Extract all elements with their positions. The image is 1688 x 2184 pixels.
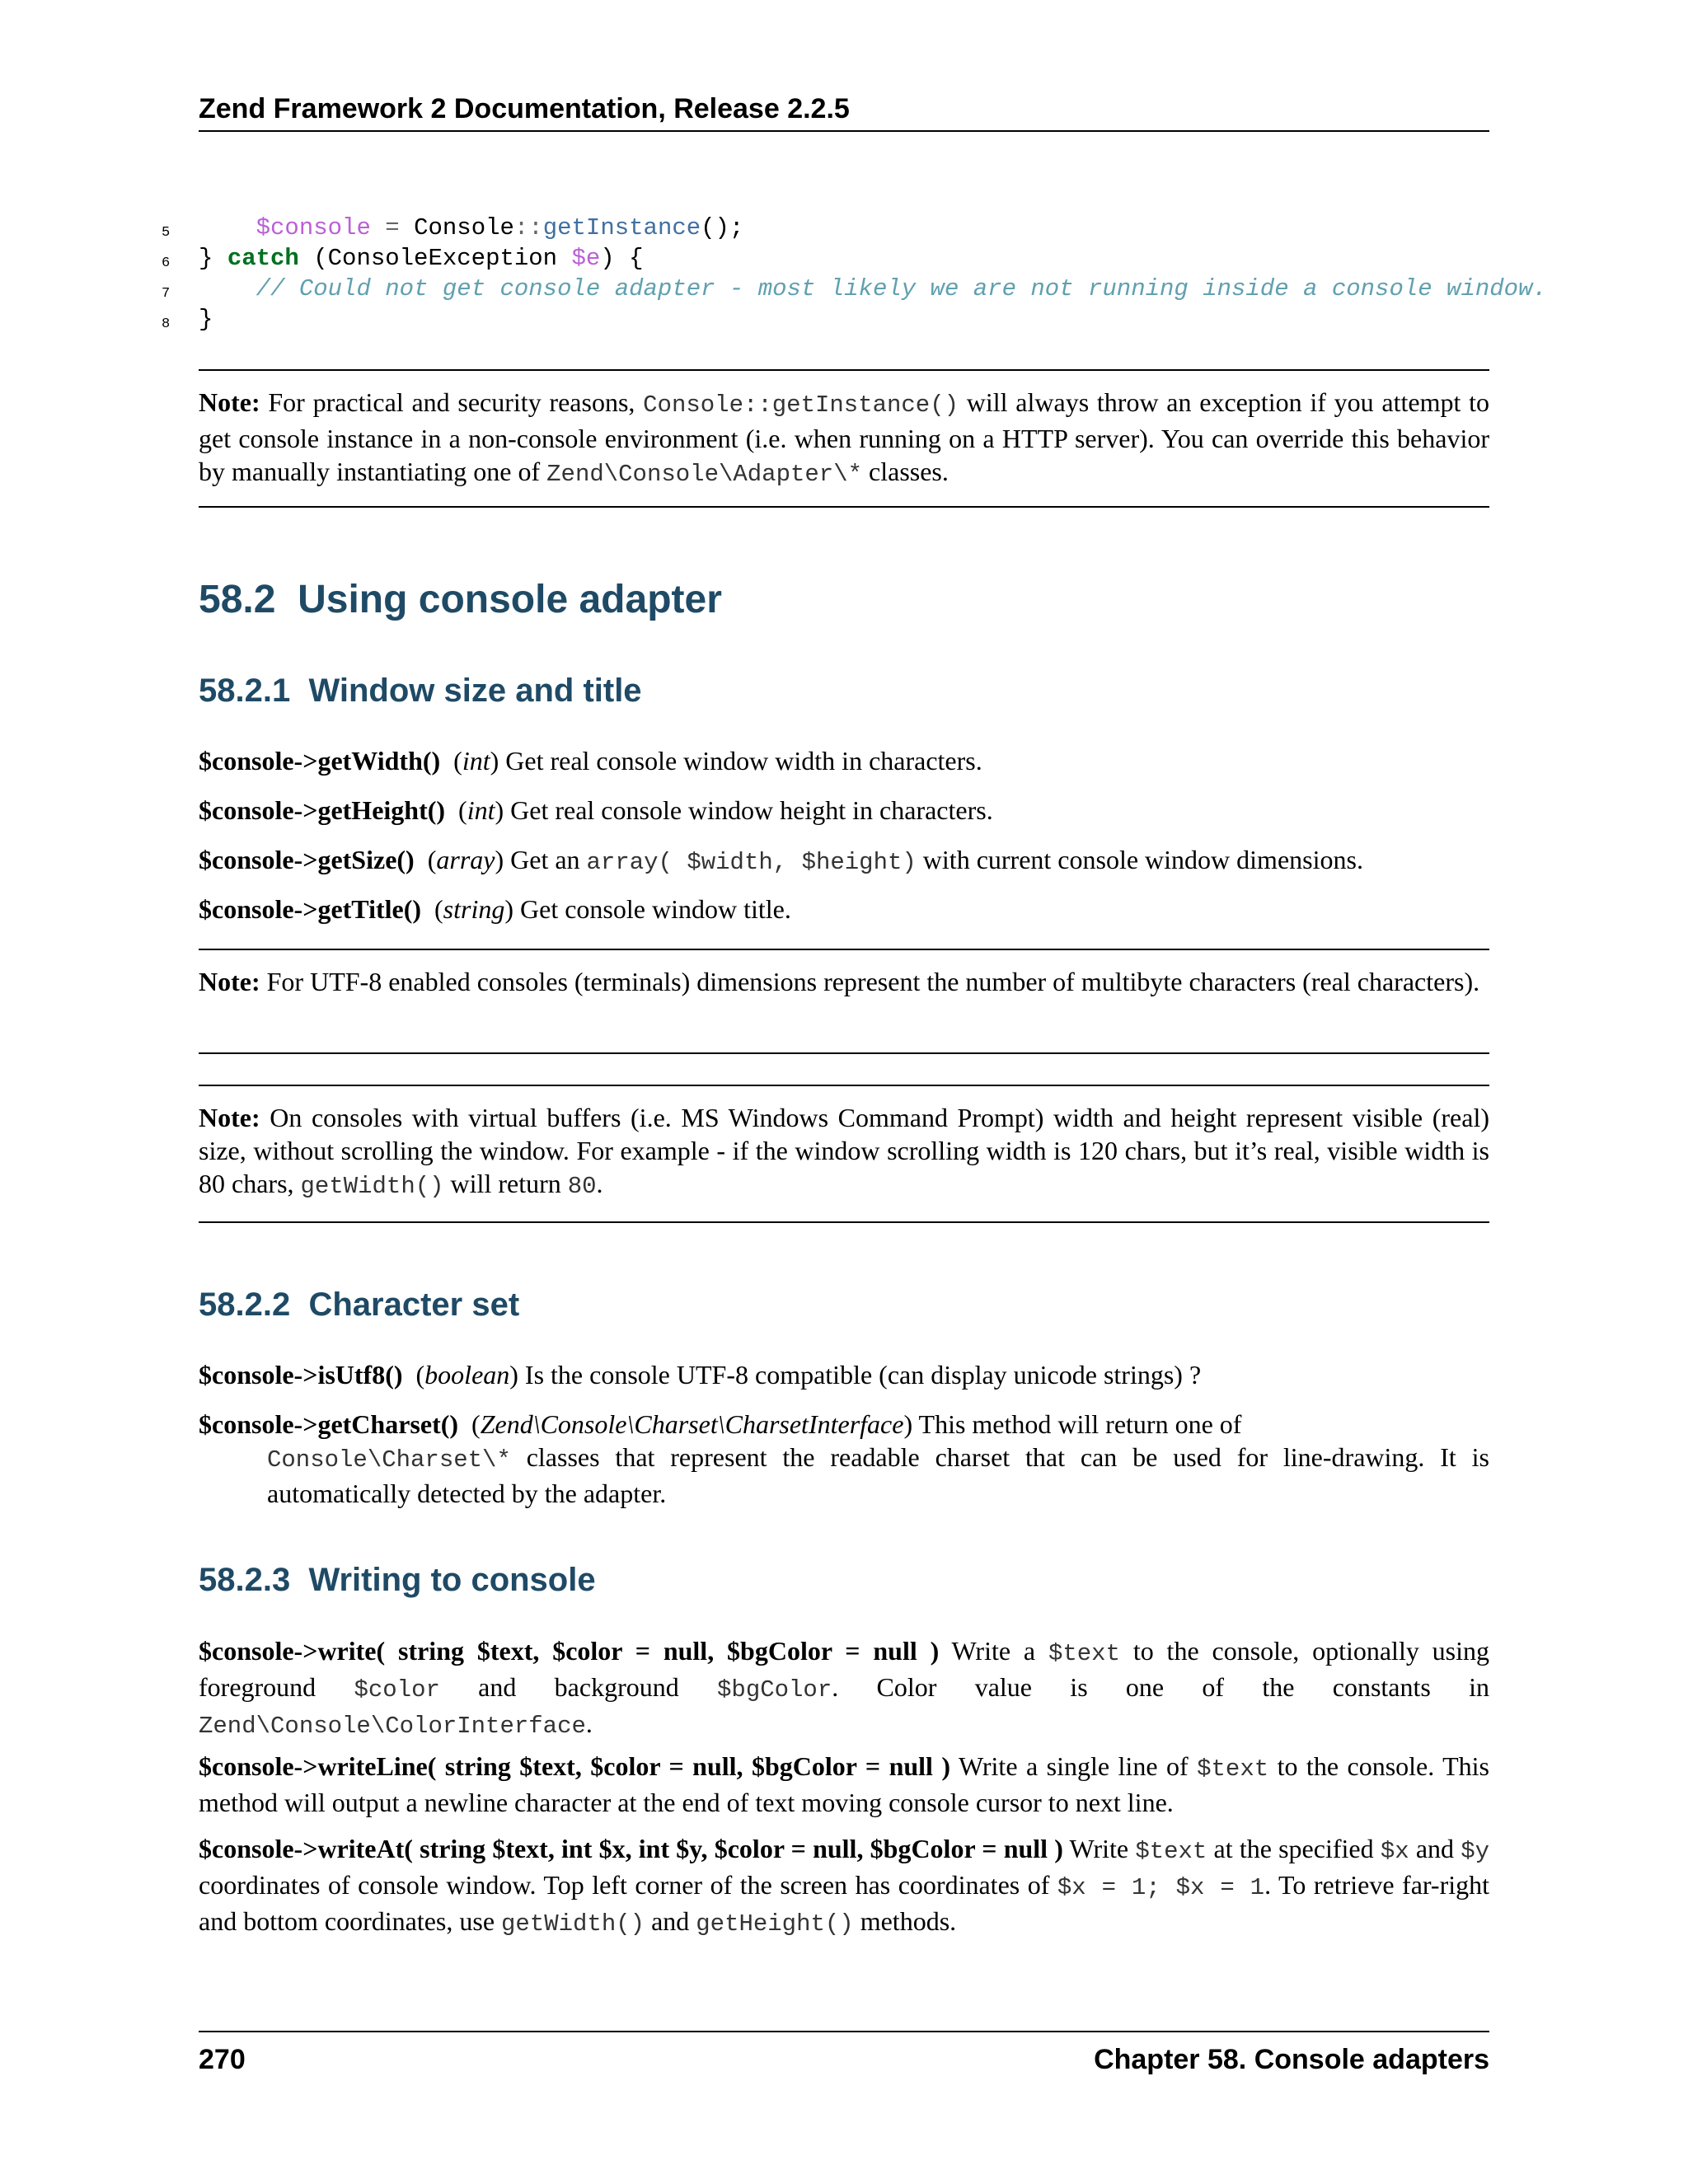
method-description: Is the console UTF-8 compatible (can display unicode strings) ?: [518, 1360, 1202, 1390]
code-line: [162, 243, 1596, 274]
inline-code: $y: [1461, 1838, 1490, 1865]
return-type: int: [467, 795, 495, 825]
inline-code: $color: [354, 1676, 440, 1704]
section-heading-58-2-3: [199, 1560, 596, 1600]
inline-code: Zend\Console\ColorInterface: [199, 1713, 586, 1740]
note-text: classes.: [862, 457, 949, 486]
section-title: Window size and title: [308, 673, 642, 709]
method-description: Get real console window width in characters.: [499, 746, 982, 776]
code-token: ) {: [600, 245, 644, 272]
code-text: [199, 304, 213, 335]
inline-code: $x: [1380, 1838, 1409, 1865]
method-write: [199, 1634, 1489, 1743]
inline-code: $text: [1048, 1640, 1120, 1667]
section-number: 58.2.2: [199, 1286, 291, 1323]
method-description: . Color value is one of the constants in: [832, 1672, 1490, 1702]
method-signature: $console->getWidth(): [199, 746, 441, 776]
method-description: with current console window dimensions.: [916, 845, 1363, 874]
note-text: For UTF-8 enabled consoles (terminals) dimensions represent the number of multibyte characters (real characters).: [260, 967, 1480, 996]
method-description: and: [645, 1906, 696, 1936]
method-description: at the specified: [1207, 1834, 1381, 1863]
inline-code: $x = 1; $x = 1: [1057, 1874, 1265, 1901]
code-block: [162, 213, 1596, 335]
inline-code: 80: [567, 1173, 597, 1200]
method-signature: $console->isUtf8(): [199, 1360, 403, 1390]
code-token: (ConsoleException: [298, 245, 572, 272]
method-description: Get real console window height in characters.: [504, 795, 993, 825]
code-token: // Could not get console adapter - most likely we are not running inside a console window.: [256, 275, 1547, 302]
inline-code: getHeight(): [696, 1910, 854, 1938]
inline-code: $text: [1135, 1838, 1207, 1865]
method-signature: $console->writeLine( string $text, $color = null, $bgColor = null ): [199, 1751, 951, 1781]
note-text: For practical and security reasons,: [260, 387, 644, 417]
code-token: $e: [571, 245, 601, 272]
method-getcharset: $console->getCharset() (Zend\Console\Charset\CharsetInterface) This method will return one of Console\Charset\* classes that represent the readable charset that can be used for line-drawing. It is automatically detected by the adapter.: [199, 1409, 1489, 1508]
method-description: to the console, optionally using foreground: [199, 1636, 1490, 1702]
method-writeline: [199, 1750, 1489, 1819]
code-token: =: [370, 214, 415, 241]
inline-code: Zend\Console\Adapter\*: [546, 461, 863, 488]
method-description-continued: [199, 1441, 1489, 1510]
method-description: Get an: [504, 845, 587, 874]
line-number: 6: [162, 255, 171, 271]
page-footer: [199, 2031, 1489, 2076]
method-description: . To retrieve far-right and bottom coordinates, use: [199, 1870, 1490, 1936]
section-number: 58.2: [199, 578, 276, 621]
method-signature: $console->write( string $text, $color = null, $bgColor = null ): [199, 1636, 940, 1666]
section-heading-58-2-2: [199, 1285, 519, 1324]
code-token: }: [199, 245, 227, 272]
inline-code: $bgColor: [717, 1676, 832, 1704]
page-number: 270: [199, 2044, 246, 2075]
code-line: [162, 274, 1596, 304]
method-description: and background: [439, 1672, 718, 1702]
return-type: boolean: [424, 1360, 510, 1390]
inline-code: array( $width, $height): [586, 849, 917, 876]
section-heading-58-2-1: [199, 671, 642, 710]
inline-code: Console::getInstance(): [643, 391, 959, 419]
return-type: int: [462, 746, 490, 776]
method-description: Get console window title.: [513, 894, 791, 924]
code-line: [162, 304, 1596, 335]
section-title: Character set: [308, 1286, 520, 1323]
method-description: .: [585, 1708, 593, 1738]
method-signature: $console->getSize(): [199, 845, 415, 874]
code-text: [199, 274, 1547, 304]
section-number: 58.2.3: [199, 1562, 291, 1598]
method-description: to the console. This method will output a newline character at the end of text moving console cursor to next line.: [199, 1751, 1490, 1817]
method-signature: $console->getCharset(): [199, 1409, 459, 1439]
code-token: }: [199, 306, 213, 333]
note-text: On consoles with virtual buffers (i.e. MS Windows Command Prompt) width and height represent visible (real) size, without scrolling the window. For example - if the window scrolling width is 120 chars, but it’s real, visible width is 80 chars,: [199, 1103, 1489, 1198]
method-description: Write a: [939, 1636, 1048, 1666]
note-text: will always throw an exception if you attempt to get console instance in a non-console environment (i.e. when running on a HTTP server). You can override this behavior by manually instantiating one of: [199, 387, 1490, 486]
return-type: string: [443, 894, 505, 924]
code-text: [199, 243, 644, 274]
method-gettitle: $console->getTitle() (string) Get console window title.: [199, 894, 791, 924]
chapter-title: Chapter 58. Console adapters: [1094, 2044, 1489, 2075]
method-getwidth: $console->getWidth() (int) Get real console window width in characters.: [199, 746, 982, 776]
method-description: This method will return one of: [912, 1409, 1242, 1439]
inline-code: getWidth(): [501, 1910, 645, 1938]
return-type: Zend\Console\Charset\CharsetInterface: [480, 1409, 904, 1439]
code-text: [199, 213, 743, 243]
note-utf8-dimensions: [199, 949, 1489, 1054]
section-heading-58-2: [199, 577, 722, 623]
note-getinstance: [199, 369, 1489, 508]
method-signature: $console->getHeight(): [199, 795, 446, 825]
note-label: Note:: [199, 387, 260, 417]
method-description: methods.: [853, 1906, 957, 1936]
method-description: Write: [1062, 1834, 1136, 1863]
line-number: 5: [162, 225, 171, 241]
section-title: Writing to console: [308, 1562, 596, 1598]
code-line: [162, 213, 1596, 243]
method-description: coordinates of console window. Top left corner of the screen has coordinates of: [199, 1870, 1057, 1900]
section-title: Using console adapter: [298, 578, 722, 621]
method-signature: $console->writeAt( string $text, int $x, int $y, $color = null, $bgColor = null ): [199, 1834, 1063, 1863]
method-description: classes that represent the readable charset that can be used for line-drawing. It is automatically detected by the adapter.: [267, 1442, 1489, 1508]
inline-code: $text: [1197, 1755, 1269, 1783]
line-number: 7: [162, 286, 171, 302]
code-token: ::: [513, 214, 543, 241]
method-description: and: [1409, 1834, 1461, 1863]
code-token: Console: [414, 214, 514, 241]
method-getsize: $console->getSize() (array) Get an array( $width, $height) with current console window dimensions.: [199, 845, 1363, 876]
code-token: ();: [701, 214, 744, 241]
method-writeat: [199, 1832, 1489, 1941]
inline-code: getWidth(): [300, 1173, 444, 1200]
note-label: Note:: [199, 967, 260, 996]
method-getheight: $console->getHeight() (int) Get real console window height in characters.: [199, 795, 993, 825]
method-signature: $console->getTitle(): [199, 894, 422, 924]
inline-code: Console\Charset\*: [267, 1446, 511, 1474]
code-token: [199, 214, 256, 241]
method-isutf8: $console->isUtf8() (boolean) Is the console UTF-8 compatible (can display unicode strings) ?: [199, 1360, 1202, 1390]
note-virtual-buffers: [199, 1085, 1489, 1223]
code-token: catch: [227, 245, 299, 272]
method-description: Write a single line of: [950, 1751, 1198, 1781]
code-token: getInstance: [542, 214, 701, 241]
note-label: Note:: [199, 1103, 260, 1132]
line-number: 8: [162, 316, 171, 332]
running-header: [199, 92, 1489, 132]
code-token: [199, 275, 256, 302]
section-number: 58.2.1: [199, 673, 291, 709]
note-text: .: [596, 1169, 603, 1198]
code-token: $console: [256, 214, 371, 241]
note-text: will return: [443, 1169, 568, 1198]
return-type: array: [436, 845, 495, 874]
header-title: Zend Framework 2 Documentation, Release 2.2.5: [199, 93, 850, 124]
